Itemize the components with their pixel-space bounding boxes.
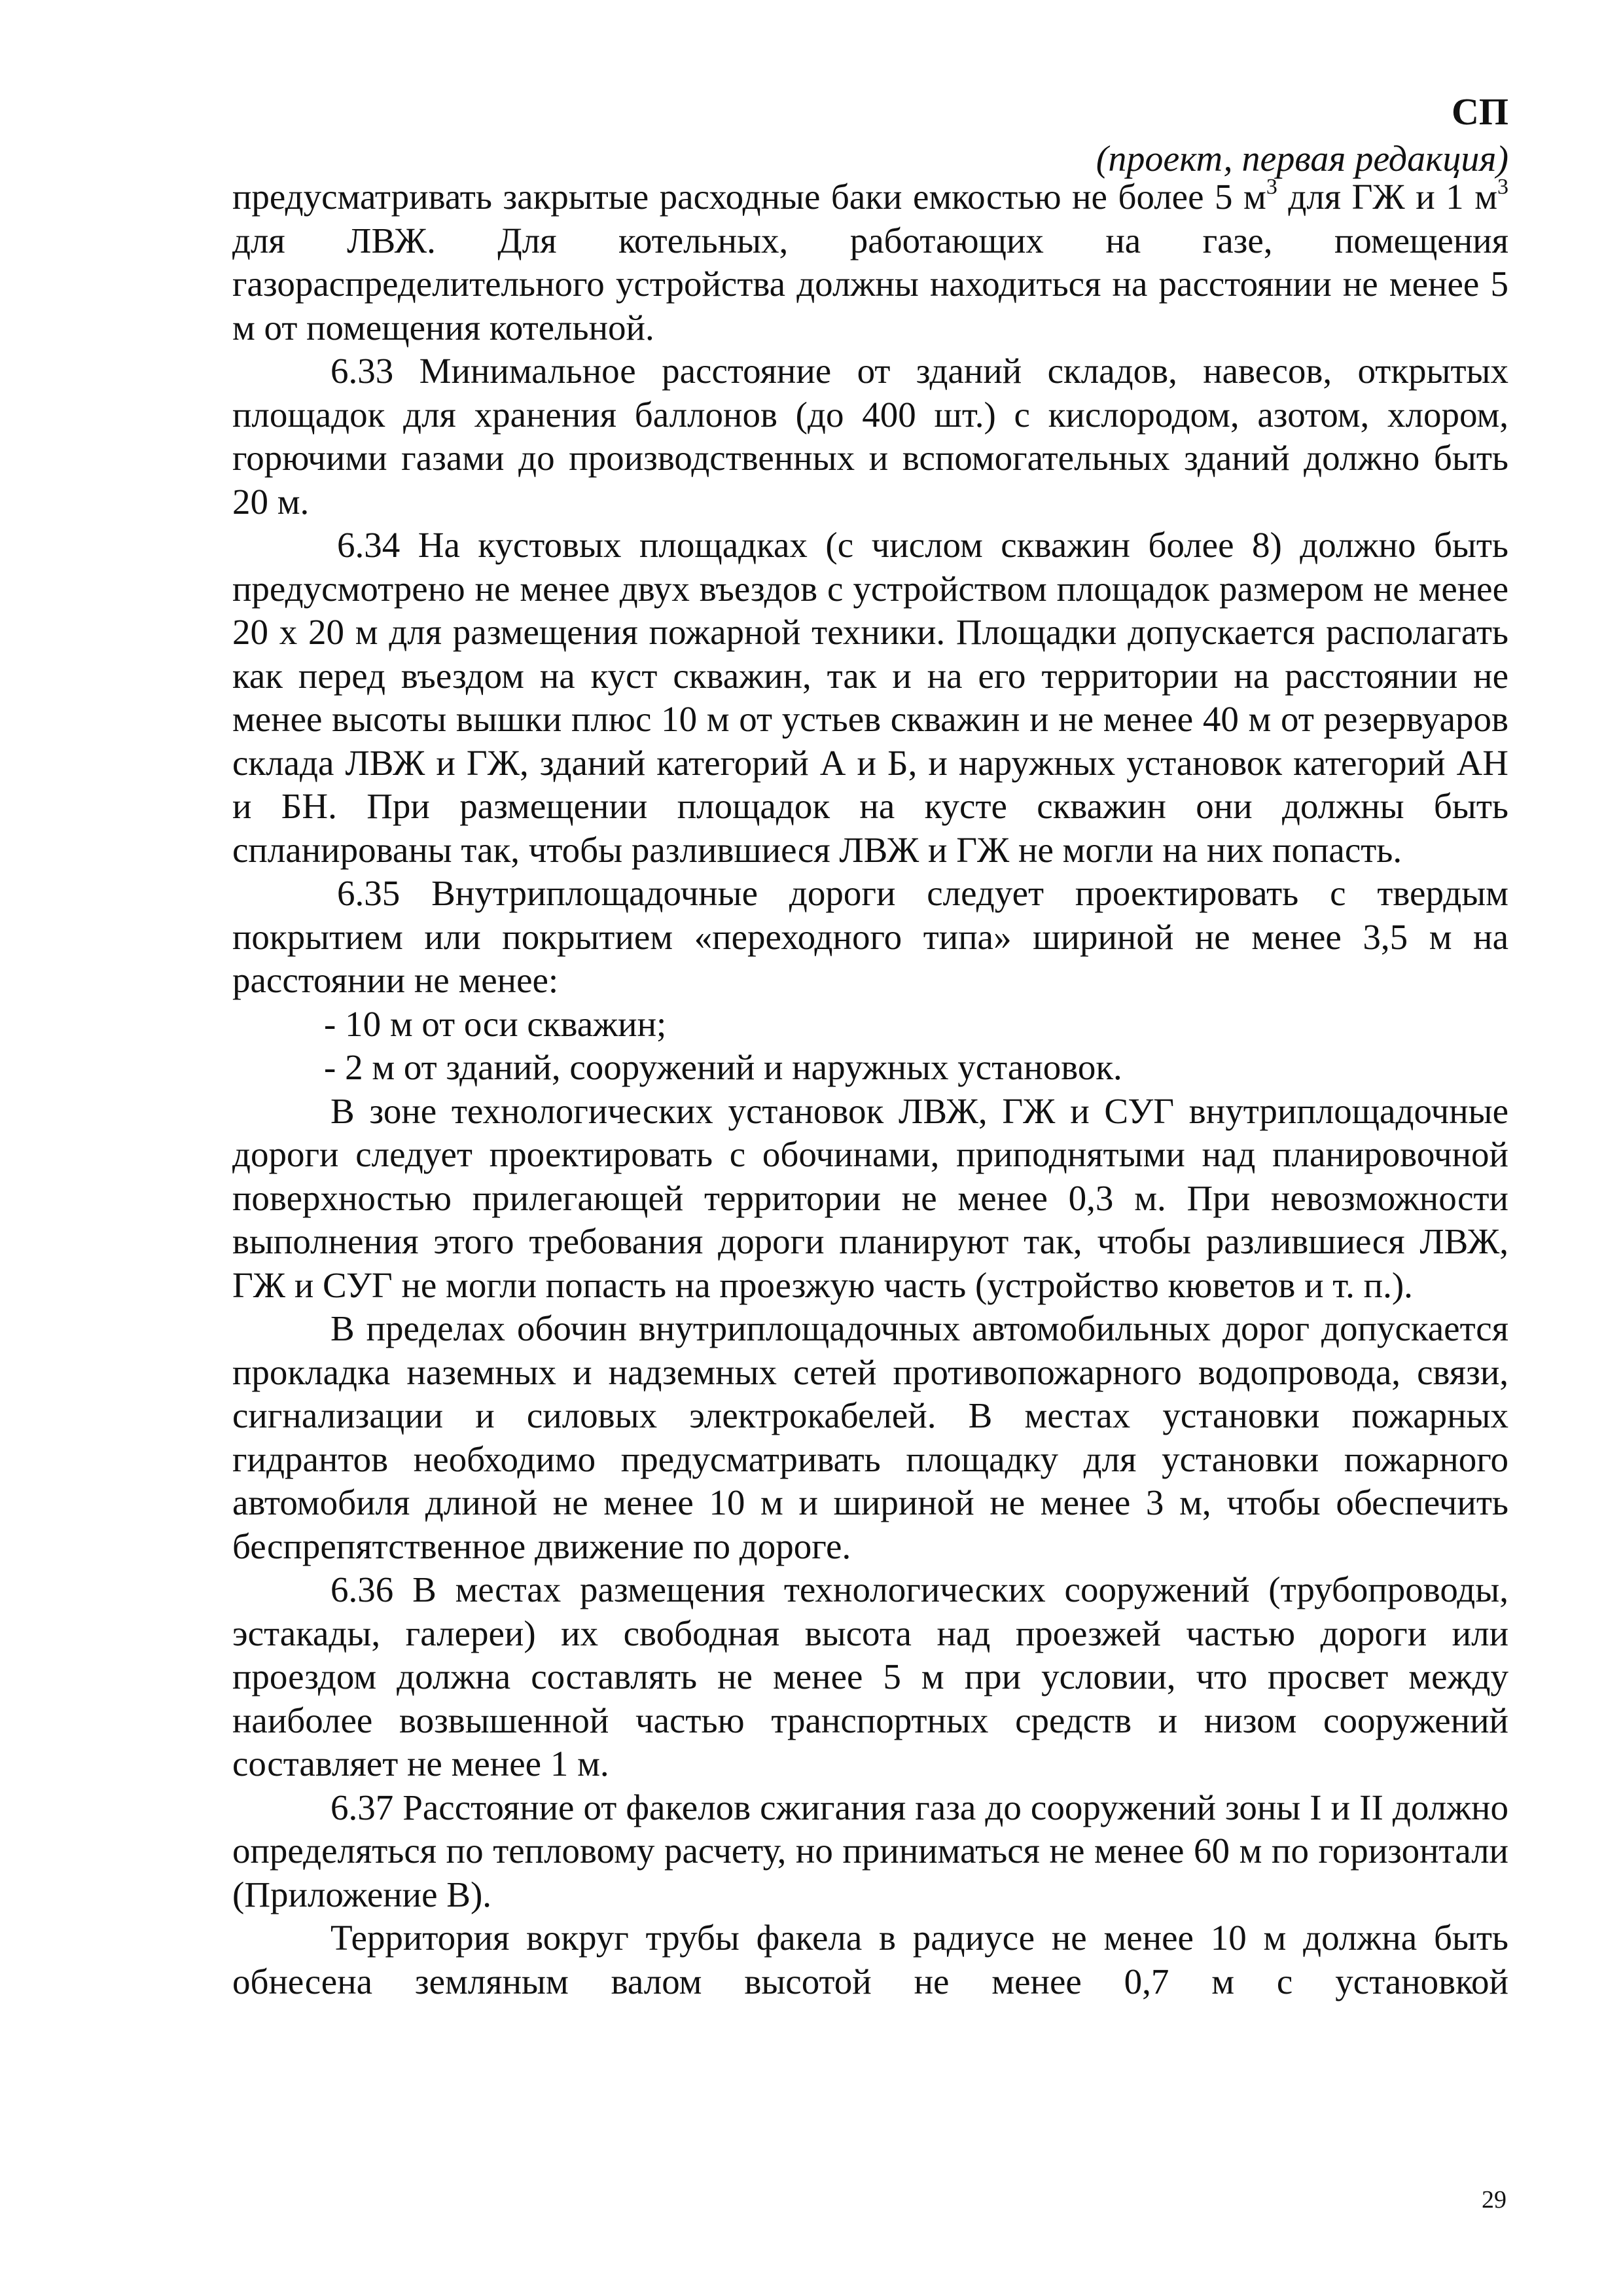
- paragraph-6-36: 6.36 В местах размещения технологических сооружений (трубопроводы, эстакады, галереи) их свободная высота над проезжей частью дороги или проездом должна составлять не менее 5 м при условии, что просвет между наиболее возвышенной частью транспортных средств и низом сооружений составляет не менее 1 м.: [232, 1570, 1508, 1784]
- text-run: предусматривать закрытые расходные баки емкостью не более 5 м: [232, 177, 1266, 217]
- paragraph-technological-zone: В зоне технологических установок ЛВЖ, ГЖ и СУГ внутриплощадочные дороги следует проектировать с обочинами, приподнятыми над планировочной поверхностью прилегающей территории не менее 0,3 м. При невозможности выполнения этого требования дороги планируют так, чтобы разлившиеся ЛВЖ, ГЖ и СУГ не могли попасть на проезжую часть (устройство кюветов и т. п.).: [232, 1090, 1508, 1305]
- document-code: СП: [1452, 90, 1508, 133]
- paragraph-road-shoulders: В пределах обочин внутриплощадочных автомобильных дорог допускается прокладка наземных и надземных сетей противопожарного водопровода, связи, сигнализации и силовых электрокабелей. В местах установки пожарных гидрантов необходимо предусматривать площадку для установки пожарного автомобиля длиной не менее 10 м и шириной не менее 3 м, чтобы обеспечить беспрепятственное движение по дороге.: [232, 1308, 1508, 1566]
- paragraph-6-35: 6.35 Внутриплощадочные дороги следует проектировать с твердым покрытием или покрытием «переходного типа» шириной не менее 3,5 м на расстоянии не менее:: [232, 873, 1508, 1000]
- superscript: 3: [1497, 174, 1508, 199]
- paragraph-6-34: 6.34 На кустовых площадках (с числом скважин более 8) должно быть предусмотрено не менее двух въездов с устройством площадок размером не менее 20 х 20 м для размещения пожарной техники. Площадки допускается располагать как перед въездом на куст скважин, так и на его территории на расстоянии не менее высоты вышки плюс 10 м от устьев скважин и не менее 40 м от резервуаров склада ЛВЖ и ГЖ, зданий категорий А и Б, и наружных установок категорий АН и БН. При размещении площадок на кусте скважин они должны быть спланированы так, чтобы разлившиеся ЛВЖ и ГЖ не могли на них попасть.: [232, 525, 1508, 870]
- page-number: 29: [1482, 2186, 1507, 2214]
- paragraph-6-33: 6.33 Минимальное расстояние от зданий складов, навесов, открытых площадок для хранения баллонов (до 400 шт.) с кислородом, азотом, хлором, горючими газами до производственных и вспомогательных зданий должно быть 20 м.: [232, 351, 1508, 522]
- text-run: для ГЖ и 1 м: [1277, 177, 1497, 217]
- document-body: [232, 175, 1508, 2003]
- paragraph-continuation: [232, 175, 1508, 350]
- document-edition-note: (проект, первая редакция): [1096, 139, 1508, 179]
- superscript: 3: [1266, 174, 1277, 199]
- paragraph-6-37: 6.37 Расстояние от факелов сжигания газа до сооружений зоны I и II должно определяться по тепловому расчету, но приниматься не менее 60 м по горизонтали (Приложение В).: [232, 1787, 1508, 1914]
- list-item-building-distance: - 2 м от зданий, сооружений и наружных установок.: [324, 1047, 1122, 1087]
- paragraph-flare-territory: Территория вокруг трубы факела в радиусе не менее 10 м должна быть обнесена земляным валом высотой не менее 0,7 м с установкой: [232, 1918, 1508, 2001]
- list-item-axis-distance: - 10 м от оси скважин;: [324, 1003, 667, 1044]
- text-run: для ЛВЖ. Для котельных, работающих на газе, помещения газораспределительного устройства должны находиться на расстоянии не менее 5 м от помещения котельной.: [232, 220, 1508, 348]
